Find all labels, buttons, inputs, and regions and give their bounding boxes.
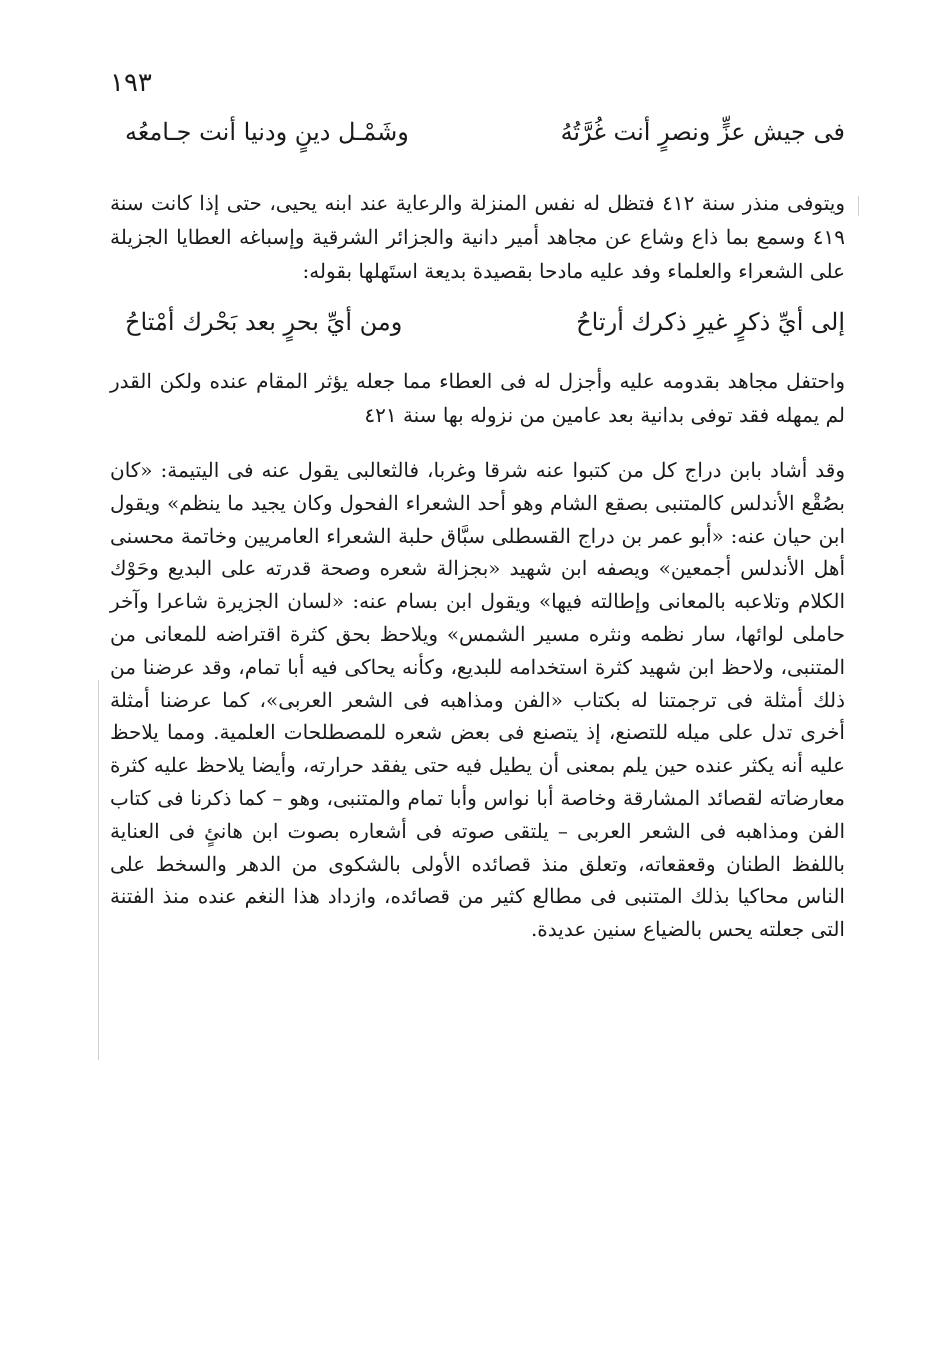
paragraph-3: وقد أشاد بابن دراج كل من كتبوا عنه شرقا وغربا، فالثعالبى يقول عنه فى اليتيمة: «كان بصُقْع الأندلس كالمتنبى بصقع الشام وهو أحد الشعراء الفحول وكان يجيد ما ينظم» ويقول ابن حيان عنه: «أبو عمر بن دراج القسطلى سبَّاق حلبة الشعراء العامريين وخاتمة محسنى أهل الأندلس أجمعين» ويصفه ابن شهيد «بجزالة شعره وصحة قدرته على البديع وحَوْك الكلام وتلاعبه بالمعانى وإطالته فيها» ويقول ابن بسام عنه: «لسان الجزيرة شاعرا وآخر حاملى لوائها، سار نظمه ونثره مسير الشمس» ويلاحظ بحق كثرة اقتراضه للمعانى من المتنبى، ولاحظ ابن شهيد كثرة استخدامه للبديع، وكأنه يحاكى فيه أبا تمام، وقد عرضنا من ذلك أمثلة فى ترجمتنا له بكتاب «الفن ومذاهبه فى الشعر العربى»، كما عرضنا أمثلة أخرى تدل على ميله للتصنع، إذ يتصنع فى بعض شعره للمصطلحات العلمية. ومما يلاحظ عليه أنه يكثر عنده حين يلم بمعنى أن يطيل فيه حتى يفقد حرارته، وأيضا يلاحظ عليه كثرة معارضاته لقصائد المشارقة وخاصة أبا نواس وأبا تمام والمتنبى، وهو – كما ذكرنا فى كتاب الفن ومذاهبه فى الشعر العربى – يلتقى صوته فى أشعاره بصوت ابن هانئٍ فى العناية باللفظ الطنان وقعقعاته، وتعلق منذ قصائده الأولى بالشكوى من الدهر والسخط على الناس محاكيا بذلك المتنبى فى مطالع كثير من قصائده، وازداد هذا النغم عنده منذ الفتنة التى جعلته يحس بالضياع سنين عديدة. [110,458,845,942]
margin-mark [98,680,99,1060]
margin-mark [858,196,859,216]
page-number: ١٩٣ [110,68,152,98]
poem-verse-1 [125,112,845,152]
paragraph-2: واحتفل مجاهد بقدومه عليه وأجزل له فى العطاء مما جعله يؤثر المقام عنده ولكن القدر لم يمهله فقد توفى بدانية بعد عامين من نزوله بها سنة ٤٢١ [110,369,845,427]
poem-verse-2 [125,302,845,342]
verse-1-first-hemistich: فى جيش عزٍّ ونصرٍ أنت غُرَّتُهُ [560,118,845,146]
verse-2-first-hemistich: إلى أيِّ ذكرٍ غيرِ ذكرك أرتاحُ [576,308,845,336]
verse-1-second-hemistich: وشَمْـل دينٍ ودنيا أنت جـامعُه [125,118,409,146]
verse-2-second-hemistich: ومن أيِّ بحرٍ بعد بَحْرك أمْتاحُ [125,308,403,336]
paragraph-1: ويتوفى منذر سنة ٤١٢ فتظل له نفس المنزلة والرعاية عند ابنه يحيى، حتى إذا كانت سنة ٤١٩ وسمع بما ذاع وشاع عن مجاهد أمير دانية والجزائر الشرقية وإسباغه العطايا الجزيلة على الشعراء والعلماء وفد عليه مادحا بقصيدة بديعة استَهلها بقوله: [110,191,845,283]
